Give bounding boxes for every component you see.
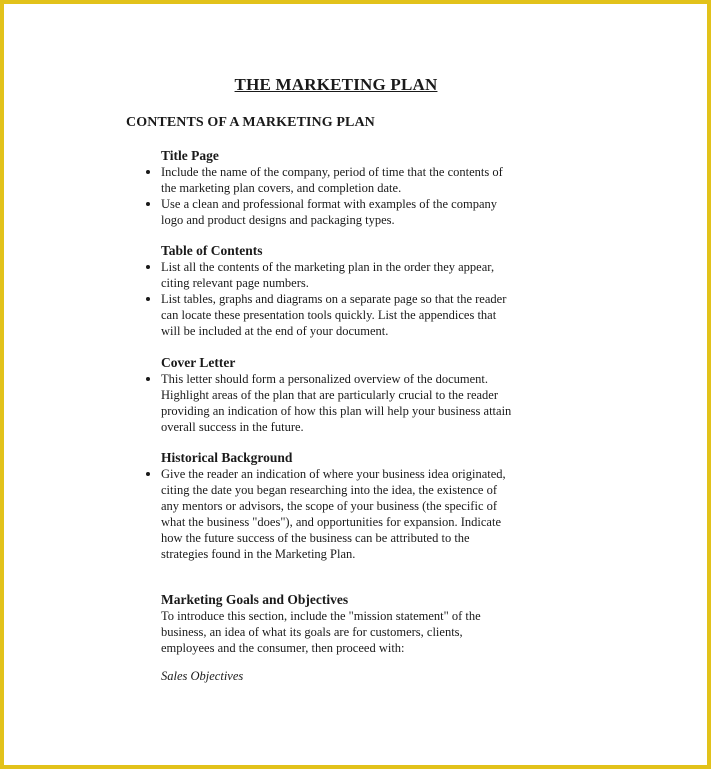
section-cover-letter <box>161 355 561 435</box>
section-marketing-goals <box>161 592 561 656</box>
list-item-text: This letter should form a personalized overview of the document. Highlight areas of the plan that are particularly crucial to the reader providing an indication of how this plan will help your business attain overall success in the future. <box>161 372 512 434</box>
section-heading: Table of Contents <box>161 243 263 258</box>
sales-objectives-subheading: Sales Objectives <box>161 669 244 683</box>
list-item <box>161 259 561 291</box>
bullet-list <box>161 259 561 339</box>
bullet-icon <box>146 170 150 174</box>
bullet-icon <box>146 202 150 206</box>
bullet-icon <box>146 265 150 269</box>
section-title-page <box>161 148 561 228</box>
section-table-of-contents <box>161 243 561 339</box>
bullet-icon <box>146 377 150 381</box>
section-heading: Cover Letter <box>161 355 236 370</box>
bullet-list <box>161 371 561 435</box>
list-item <box>161 371 561 435</box>
bullet-icon <box>146 472 150 476</box>
list-item <box>161 196 561 228</box>
list-item <box>161 164 561 196</box>
list-item-text: Give the reader an indication of where your business idea originated, citing the date you began researching into the idea, the existence of any mentors or advisors, the scope of your business (the specific of what the business "does"), and opportunities for expansion. Indicate how the future success of the business can be attributed to the strategies found in the Marketing Plan. <box>161 467 506 561</box>
document-title: THE MARKETING PLAN <box>234 75 438 94</box>
bullet-list <box>161 466 561 562</box>
list-item <box>161 466 561 562</box>
list-item-text: Include the name of the company, period of time that the contents of the marketing plan covers, and completion date. <box>161 165 503 195</box>
section-heading: Historical Background <box>161 450 293 465</box>
list-item-text: Use a clean and professional format with examples of the company logo and product designs and packaging types. <box>161 197 497 227</box>
bullet-list <box>161 164 561 228</box>
list-item <box>161 291 561 339</box>
section-heading: Title Page <box>161 148 219 163</box>
bullet-icon <box>146 297 150 301</box>
section-paragraph: To introduce this section, include the "mission statement" of the business, an idea of what its goals are for customers, clients, employees and the consumer, then proceed with: <box>161 609 481 655</box>
section-heading: Marketing Goals and Objectives <box>161 592 349 607</box>
section-historical-background <box>161 450 561 562</box>
contents-heading: CONTENTS OF A MARKETING PLAN <box>126 115 375 130</box>
list-item-text: List tables, graphs and diagrams on a separate page so that the reader can locate these presentation tools quickly. List the appendices that will be included at the end of your document. <box>161 292 507 338</box>
list-item-text: List all the contents of the marketing plan in the order they appear, citing relevant page numbers. <box>161 260 495 290</box>
